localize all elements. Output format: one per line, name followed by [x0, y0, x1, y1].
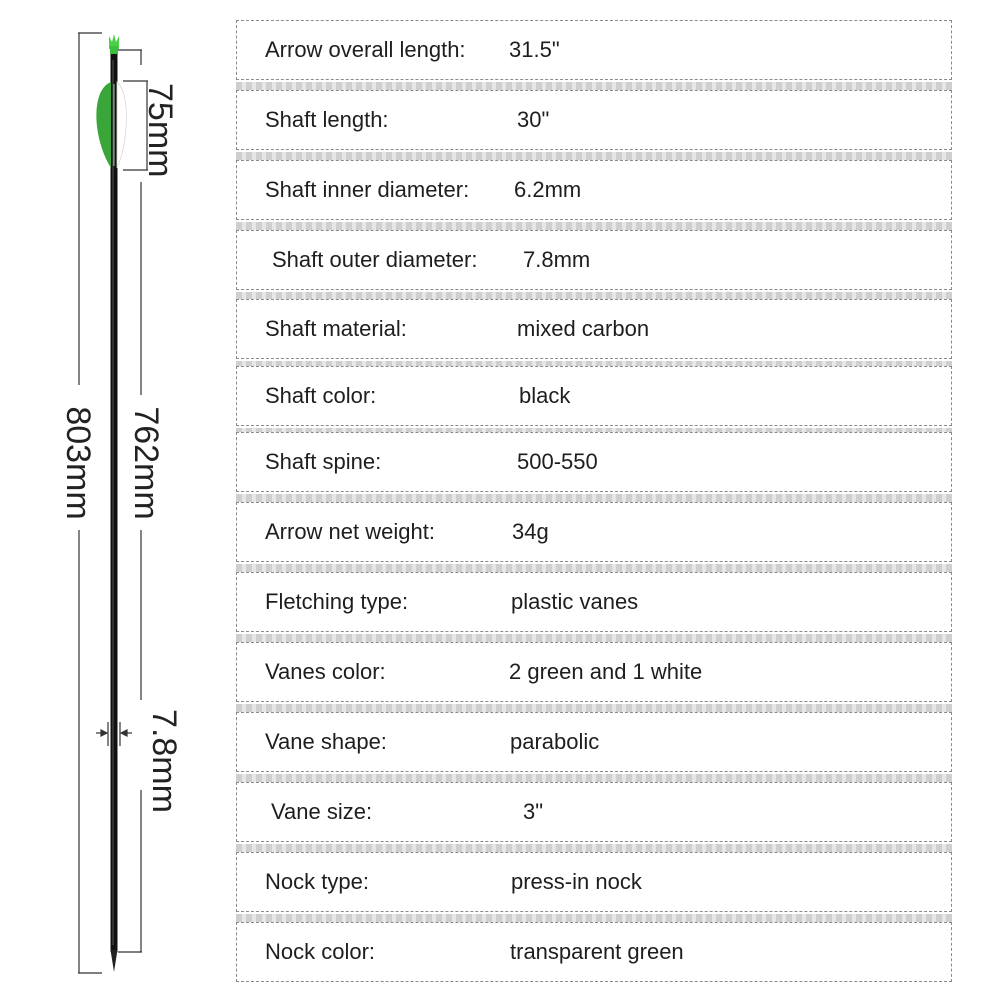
row-separator	[236, 494, 952, 502]
spec-value: black	[519, 383, 571, 408]
row-separator	[236, 222, 952, 230]
spec-value: 3"	[523, 799, 544, 824]
row-separator	[236, 844, 952, 852]
spec-row	[236, 642, 952, 702]
nock	[109, 34, 119, 54]
spec-row	[236, 20, 952, 80]
arrow-point	[111, 950, 118, 972]
spec-label: Shaft color:	[265, 383, 377, 408]
spec-row	[236, 432, 952, 492]
shaft-length-label: 762mm	[127, 406, 165, 520]
spec-label: Fletching type:	[265, 589, 409, 614]
spec-value: 34g	[512, 519, 549, 544]
spec-label: Shaft material:	[265, 316, 407, 341]
spec-label: Shaft length:	[265, 107, 389, 132]
row-separator	[236, 82, 952, 90]
spec-label: Shaft outer diameter:	[272, 247, 478, 272]
row-separator	[236, 704, 952, 712]
spec-row	[236, 782, 952, 842]
spec-row	[236, 366, 952, 426]
spec-label: Vanes color:	[265, 659, 386, 684]
row-separator	[236, 564, 952, 572]
spec-row	[236, 160, 952, 220]
spec-label: Arrow net weight:	[265, 519, 435, 544]
row-separator	[236, 914, 952, 922]
spec-row	[236, 712, 952, 772]
fletch-length-label: 75mm	[141, 83, 179, 178]
spec-value: 500-550	[517, 449, 598, 474]
spec-row	[236, 572, 952, 632]
arrow-illustration	[0, 0, 230, 1000]
row-separator	[236, 152, 952, 160]
arrow-diagram	[0, 0, 230, 1000]
arrow-shaft	[111, 54, 118, 952]
row-separator	[236, 634, 952, 642]
spec-row	[236, 90, 952, 150]
spec-row	[236, 922, 952, 982]
overall-length-label: 803mm	[59, 406, 97, 520]
spec-value: 31.5"	[509, 37, 560, 62]
spec-label: Nock type:	[265, 869, 369, 894]
diameter-label: 7.8mm	[145, 709, 183, 813]
spec-value: 30"	[517, 107, 550, 132]
spec-value: press-in nock	[511, 869, 642, 894]
spec-row	[236, 852, 952, 912]
spec-label: Vane shape:	[265, 729, 387, 754]
row-separator	[236, 774, 952, 782]
spec-value: mixed carbon	[517, 316, 650, 341]
spec-value: plastic vanes	[511, 589, 639, 614]
spec-label: Shaft spine:	[265, 449, 382, 474]
spec-value: 6.2mm	[514, 177, 582, 202]
spec-row	[236, 502, 952, 562]
spec-label: Nock color:	[265, 939, 376, 964]
spec-label: Arrow overall length:	[265, 37, 466, 62]
spec-value: transparent green	[510, 939, 684, 964]
spec-value: 7.8mm	[523, 247, 591, 272]
spec-label: Shaft inner diameter:	[265, 177, 470, 202]
spec-row	[236, 299, 952, 359]
spec-value: parabolic	[510, 729, 600, 754]
spec-value: 2 green and 1 white	[509, 659, 703, 684]
spec-row	[236, 230, 952, 290]
spec-label: Vane size:	[271, 799, 373, 824]
